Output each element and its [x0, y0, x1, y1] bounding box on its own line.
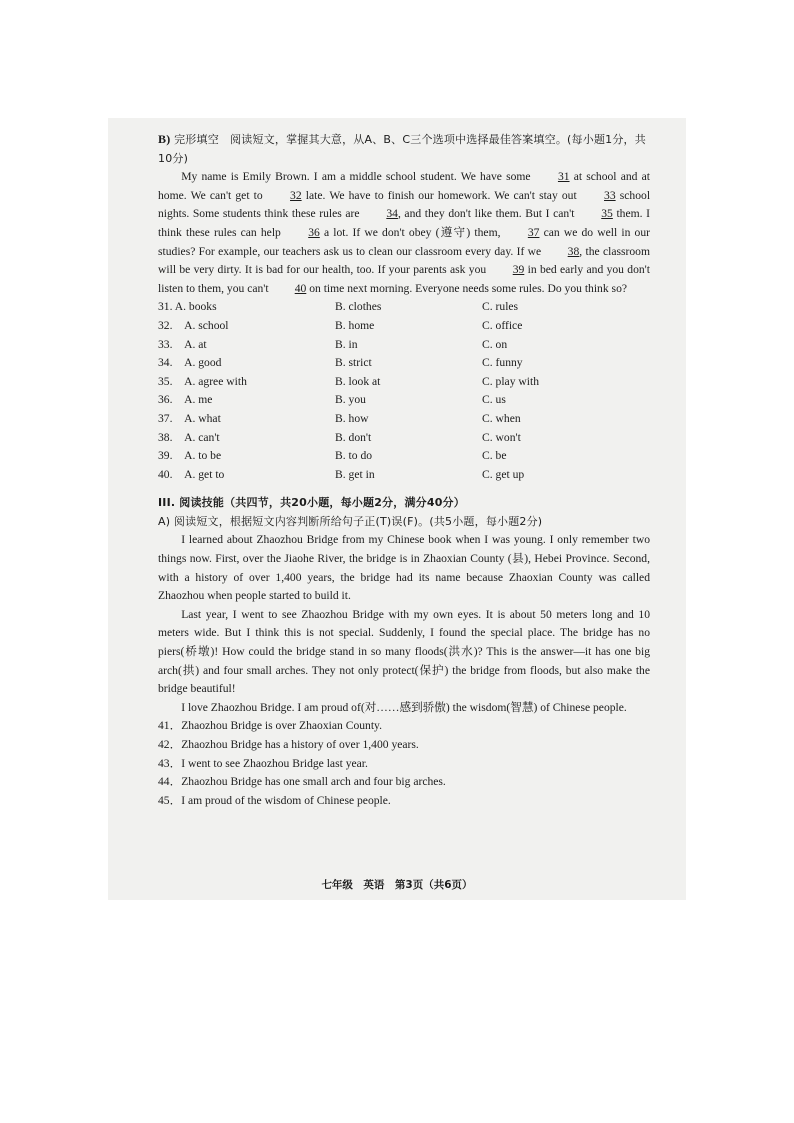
option-row-38: [158, 429, 650, 448]
option-c: C. office: [482, 318, 523, 332]
statement-45: 45．I am proud of the wisdom of Chinese people.: [158, 793, 391, 807]
blank-40: 40: [294, 281, 307, 295]
option-row-35: [158, 373, 650, 392]
blank-38: 38: [567, 244, 580, 258]
cloze-text: , the classroom will be very dirty. It is bad for our health, too. If your parents ask you: [158, 244, 650, 277]
option-a: 38. A. can't: [158, 430, 220, 444]
blank-33: 33: [604, 188, 616, 202]
option-b: B. you: [335, 393, 366, 407]
option-row-36: [158, 391, 650, 410]
option-c: C. when: [482, 411, 521, 425]
option-row-39: [158, 447, 650, 466]
cloze-text: at school and at home. We can't get to: [158, 170, 650, 202]
option-a: 39. A. to be: [158, 449, 222, 463]
cloze-text: , and they don't like them. But I can't: [397, 207, 575, 221]
option-row-31: [158, 298, 650, 317]
option-row-32: [158, 317, 650, 336]
option-a: 32. A. school: [158, 318, 229, 332]
option-a: 36. A. me: [158, 393, 213, 407]
option-a: 31. A. books: [158, 300, 217, 314]
option-c: C. rules: [482, 300, 519, 314]
option-c: C. us: [482, 393, 506, 407]
option-a: 37. A. what: [158, 411, 221, 425]
option-b: B. clothes: [335, 300, 382, 314]
statement-42: 42．Zhaozhou Bridge has a history of over 1,400 years.: [158, 738, 419, 751]
option-b: B. look at: [335, 374, 381, 388]
option-row-34: [158, 354, 650, 373]
options-list: [158, 298, 650, 484]
blank-37: 37: [527, 225, 540, 239]
blank-39: 39: [512, 263, 525, 277]
page-footer: 七年级 英语 第3页（共6页）: [321, 879, 473, 891]
statement-44: 44．Zhaozhou Bridge has one small arch and four big arches.: [158, 775, 446, 789]
part-three-heading: III. 阅读技能（共四节，共20小题，每小题2分，满分40分）: [158, 496, 465, 510]
blank-36: 36: [308, 225, 320, 239]
option-c: C. on: [482, 337, 508, 351]
option-b: B. in: [335, 337, 358, 351]
exam-content: [158, 130, 650, 810]
cloze-passage: [158, 168, 650, 298]
reading-paragraph-3: I love Zhaozhou Bridge. I am proud of(对……感到骄傲) the wisdom(智慧) of Chinese people.: [181, 700, 627, 714]
option-c: C. won't: [482, 430, 521, 444]
section-b-instructions: 完形填空 阅读短文，掌握其大意，从A、B、C三个选项中选择最佳答案填空。(每小题1分，共10分): [158, 133, 646, 165]
option-b: B. to do: [335, 449, 373, 463]
option-c: C. play with: [482, 374, 540, 388]
option-b: B. home: [335, 318, 375, 332]
cloze-text: My name is Emily Brown. I am a middle school student. We have some: [181, 170, 531, 184]
statement-43: 43．I went to see Zhaozhou Bridge last year.: [158, 756, 368, 770]
option-a: 34. A. good: [158, 356, 222, 370]
cloze-text: a lot. If we don't obey (遵守) them,: [323, 225, 501, 239]
cloze-text: school nights. Some students think these rules are: [158, 188, 651, 221]
option-c: C. funny: [482, 356, 523, 370]
blank-34: 34: [386, 207, 398, 221]
option-b: B. strict: [335, 356, 372, 370]
statement-41: 41．Zhaozhou Bridge is over Zhaoxian County.: [158, 719, 382, 733]
option-b: B. how: [335, 411, 369, 425]
cloze-text: can we do well in our studies? For example, our teachers ask us to clean our classroom every day. If we: [158, 225, 650, 258]
blank-31: 31: [557, 170, 570, 184]
reading-paragraph-1: I learned about Zhaozhou Bridge from my Chinese book when I was young. I only remember two things now. First, over the Jiaohe River, the bridge is in Zhaoxian County (县), Hebei Province. Second, with a history of over 1,400 years, the bridge had its name because Zhaoxian County was called Zhaozhou when people started to build it.: [158, 533, 650, 603]
option-c: C. get up: [482, 467, 525, 481]
option-a: 33. A. at: [158, 337, 207, 351]
option-row-37: [158, 410, 650, 429]
option-row-33: [158, 336, 650, 355]
section-a-instructions: A) 阅读短文，根据短文内容判断所给句子正(T)误(F)。(共5小题，每小题2分): [158, 514, 543, 528]
cloze-text: late. We have to finish our homework. We can't stay out: [305, 188, 577, 202]
option-row-40: [158, 466, 650, 485]
blank-32: 32: [290, 188, 302, 202]
blank-35: 35: [601, 207, 613, 221]
option-c: C. be: [482, 449, 507, 463]
section-b-heading: [158, 130, 650, 168]
cloze-text: them. I think these rules can help: [158, 207, 650, 239]
statements-list: [158, 717, 650, 810]
reading-paragraph-2: Last year, I went to see Zhaozhou Bridge with my own eyes. It is about 50 meters long and 10 meters wide. But I think this is not special. Suddenly, I found the special place. The bridge has no piers(桥墩)! How could the bridge stand in so many floods(洪水)? This is the answer—it has one big arch(拱) and four small arches. They not only protect(保护) the bridge from floods, but also make the bridge beautiful!: [158, 607, 650, 696]
cloze-text: on time next morning. Everyone needs some rules. Do you think so?: [309, 281, 628, 295]
option-b: B. don't: [335, 430, 372, 444]
cloze-text: in bed early and you don't listen to them, you can't: [158, 263, 650, 295]
option-b: B. get in: [335, 467, 375, 481]
option-a: 40. A. get to: [158, 467, 225, 481]
option-a: 35. A. agree with: [158, 374, 247, 388]
section-b-label: B): [158, 132, 171, 146]
